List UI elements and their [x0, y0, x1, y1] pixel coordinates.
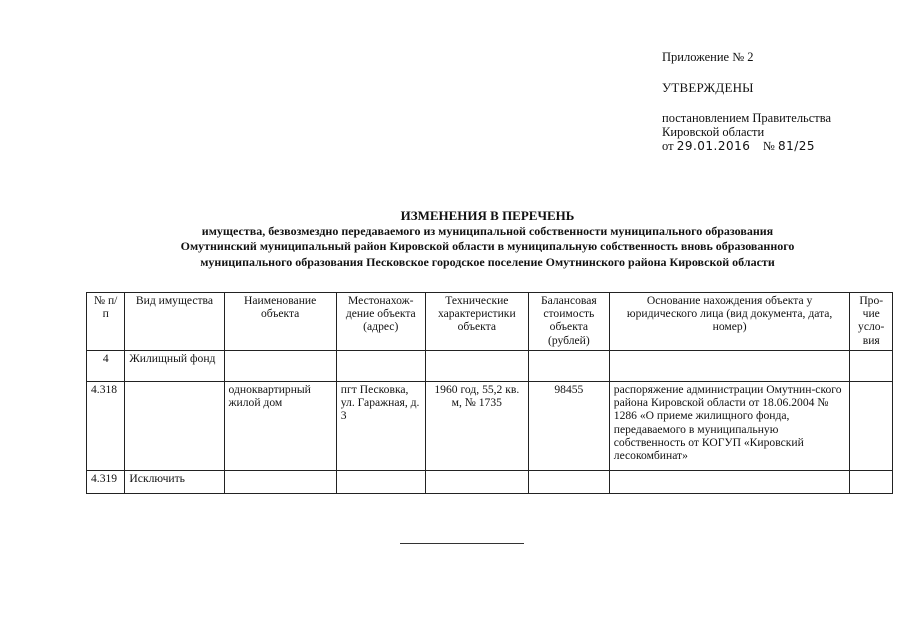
- title-main: ИЗМЕНЕНИЯ В ПЕРЕЧЕНЬ: [400, 208, 575, 223]
- document-title: [100, 208, 875, 270]
- table-row-group: [87, 351, 893, 382]
- empty-cell: [609, 471, 850, 494]
- item-basis: распоряжение администрации Омутнин-ского района Кировской области от 18.06.2004 № 1286 «О приеме жилищного фонда, передаваемого в муниципальную собственность от КОГУП «Кировский лесокомбинат»: [609, 382, 850, 471]
- empty-cell: [336, 471, 425, 494]
- group-number: 4: [87, 351, 125, 382]
- item-kind: [125, 382, 224, 471]
- empty-cell: [336, 351, 425, 382]
- approval-date-line: [662, 139, 892, 153]
- empty-cell: [425, 471, 528, 494]
- header-basis: Основание нахождения объекта у юридического лица (вид документа, дата, номер): [609, 293, 850, 351]
- header-other: Про-чие усло-вия: [850, 293, 893, 351]
- item-address: пгт Песковка, ул. Гаражная, д. 3: [336, 382, 425, 471]
- group-kind: Жилищный фонд: [125, 351, 224, 382]
- header-tech: Технические характеристики объекта: [425, 293, 528, 351]
- title-line-2: Омутнинский муниципальный район Кировской области в муниципальную собственность вновь образованного: [180, 239, 795, 253]
- item-value: 98455: [528, 382, 609, 471]
- approval-stamp: [662, 50, 892, 153]
- empty-cell: [609, 351, 850, 382]
- empty-cell: [528, 471, 609, 494]
- approved-by-line2: Кировской области: [662, 125, 765, 139]
- title-line-1: имущества, безвозмездно передаваемого из муниципальной собственности муниципального образования: [201, 223, 774, 238]
- date-prefix: от: [662, 139, 674, 153]
- item-name: одноквартирный жилой дом: [224, 382, 336, 471]
- exclude-number: 4.319: [87, 471, 125, 494]
- closing-divider: [400, 543, 524, 544]
- approved-by-line1: постановлением Правительства: [662, 111, 832, 125]
- item-other: [850, 382, 893, 471]
- header-kind: Вид имущества: [125, 293, 224, 351]
- empty-cell: [425, 351, 528, 382]
- header-name: Наименование объекта: [224, 293, 336, 351]
- empty-cell: [528, 351, 609, 382]
- handwritten-number: 81/25: [777, 139, 816, 153]
- number-prefix: №: [762, 139, 775, 153]
- header-number: № п/п: [87, 293, 125, 351]
- approved-label: УТВЕРЖДЕНЫ: [662, 80, 754, 95]
- title-line-3: муниципального образования Песковское городское поселение Омутнинского района Кировской области: [200, 254, 775, 269]
- header-value: Балансовая стоимость объекта (рублей): [528, 293, 609, 351]
- empty-cell: [850, 351, 893, 382]
- property-changes-table: [86, 292, 893, 494]
- appendix-label: Приложение № 2: [662, 50, 754, 64]
- exclude-kind: Исключить: [125, 471, 224, 494]
- empty-cell: [224, 471, 336, 494]
- item-number: 4.318: [87, 382, 125, 471]
- table-row-exclude: [87, 471, 893, 494]
- table-row-item: [87, 382, 893, 471]
- handwritten-date: 29.01.2016: [676, 139, 751, 153]
- table-header-row: [87, 293, 893, 351]
- item-tech: 1960 год, 55,2 кв. м, № 1735: [425, 382, 528, 471]
- header-address: Местонахож-дение объекта (адрес): [336, 293, 425, 351]
- empty-cell: [850, 471, 893, 494]
- empty-cell: [224, 351, 336, 382]
